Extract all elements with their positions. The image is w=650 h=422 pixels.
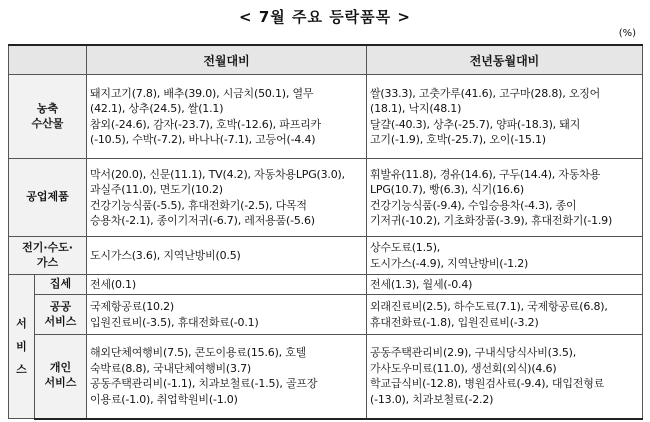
price-change-table — [8, 44, 643, 420]
row-agri — [9, 75, 643, 159]
cell-agri-yoy: 쌀(33.3), 고춧가루(41.6), 고구마(28.8), 오징어 (18.1), 낙지(48.1) 달걀(-40.3), 상추(-25.7), 양파(-18.3), 돼지 고기(-1.9), 호박(-25.7), 오이(-15.1) — [367, 75, 643, 159]
header-row — [9, 45, 643, 75]
cell-personal-mom: 해외단체여행비(7.5), 콘도이용료(15.6), 호텔 숙박료(8.8), 국내단체여행비(3.7) 공동주택관리비(-1.1), 치과보철료(-1.5), 골프장 이용료(-1.0), 취업학원비(-1.0) — [87, 335, 367, 419]
cell-public-yoy: 외래진료비(2.5), 하수도료(7.1), 국제항공료(6.8), 휴대전화료(-1.8), 입원진료비(-3.2) — [367, 295, 643, 335]
row-label-services: 서 비 스 — [9, 275, 35, 419]
row-label-utility: 전기·수도· 가스 — [9, 237, 87, 275]
row-label-public: 공공 서비스 — [35, 295, 87, 335]
cell-public-mom: 국제항공료(10.2) 입원진료비(-3.5), 휴대전화료(-0.1) — [87, 295, 367, 335]
row-label-personal: 개인 서비스 — [35, 335, 87, 419]
cell-rent-yoy: 전세(1.3), 월세(-0.4) — [367, 275, 643, 295]
row-rent — [9, 275, 643, 295]
unit-label: (%) — [618, 28, 636, 39]
header-yoy: 전년동월대비 — [367, 45, 643, 75]
cell-rent-mom: 전세(0.1) — [87, 275, 367, 295]
cell-utility-yoy: 상수도료(1.5), 도시가스(-4.9), 지역난방비(-1.2) — [367, 237, 643, 275]
row-label-agri: 농축 수산물 — [9, 75, 87, 159]
header-mom: 전월대비 — [87, 45, 367, 75]
row-utility — [9, 237, 643, 275]
page-title: < 7월 주요 등락품목 > — [239, 8, 411, 26]
cell-utility-mom: 도시가스(3.6), 지역난방비(0.5) — [87, 237, 367, 275]
row-public — [9, 295, 643, 335]
row-industrial — [9, 159, 643, 237]
cell-industrial-yoy: 휘발유(11.8), 경유(14.6), 구두(14.4), 자동차용 LPG(10.7), 빵(6.3), 식기(16.6) 건강기능식품(-9.4), 수입승용차(-4.3), 종이 기저귀(-10.2), 기초화장품(-3.9), 휴대전화기(-1.9) — [367, 159, 643, 237]
cell-industrial-mom: 막서(20.0), 신문(11.1), TV(4.2), 자동차용LPG(3.0), 과실주(11.0), 면도기(10.2) 건강기능식품(-5.5), 휴대전화기(-2.5), 다목적 승용차(-2.1), 종이기저귀(-6.7), 레저용품(-5.6) — [87, 159, 367, 237]
row-label-industrial: 공업제품 — [9, 159, 87, 237]
row-personal — [9, 335, 643, 419]
cell-agri-mom: 돼지고기(7.8), 배추(39.0), 시금치(50.1), 열무 (42.1), 상추(24.5), 쌀(1.1) 참외(-24.6), 감자(-23.7), 호박(-12.6), 파프리카 (-10.5), 수박(-7.2), 바나나(-7.1), 고등어(-4.4) — [87, 75, 367, 159]
header-category — [9, 45, 87, 75]
row-label-rent: 집세 — [35, 275, 87, 295]
cell-personal-yoy: 공동주택관리비(2.9), 구내식당식사비(3.5), 가사도우미료(11.0), 생선회(외식)(4.6) 학교급식비(-12.8), 병원검사료(-9.4), 대입전형료 (-13.0), 치과보철료(-2.2) — [367, 335, 643, 419]
